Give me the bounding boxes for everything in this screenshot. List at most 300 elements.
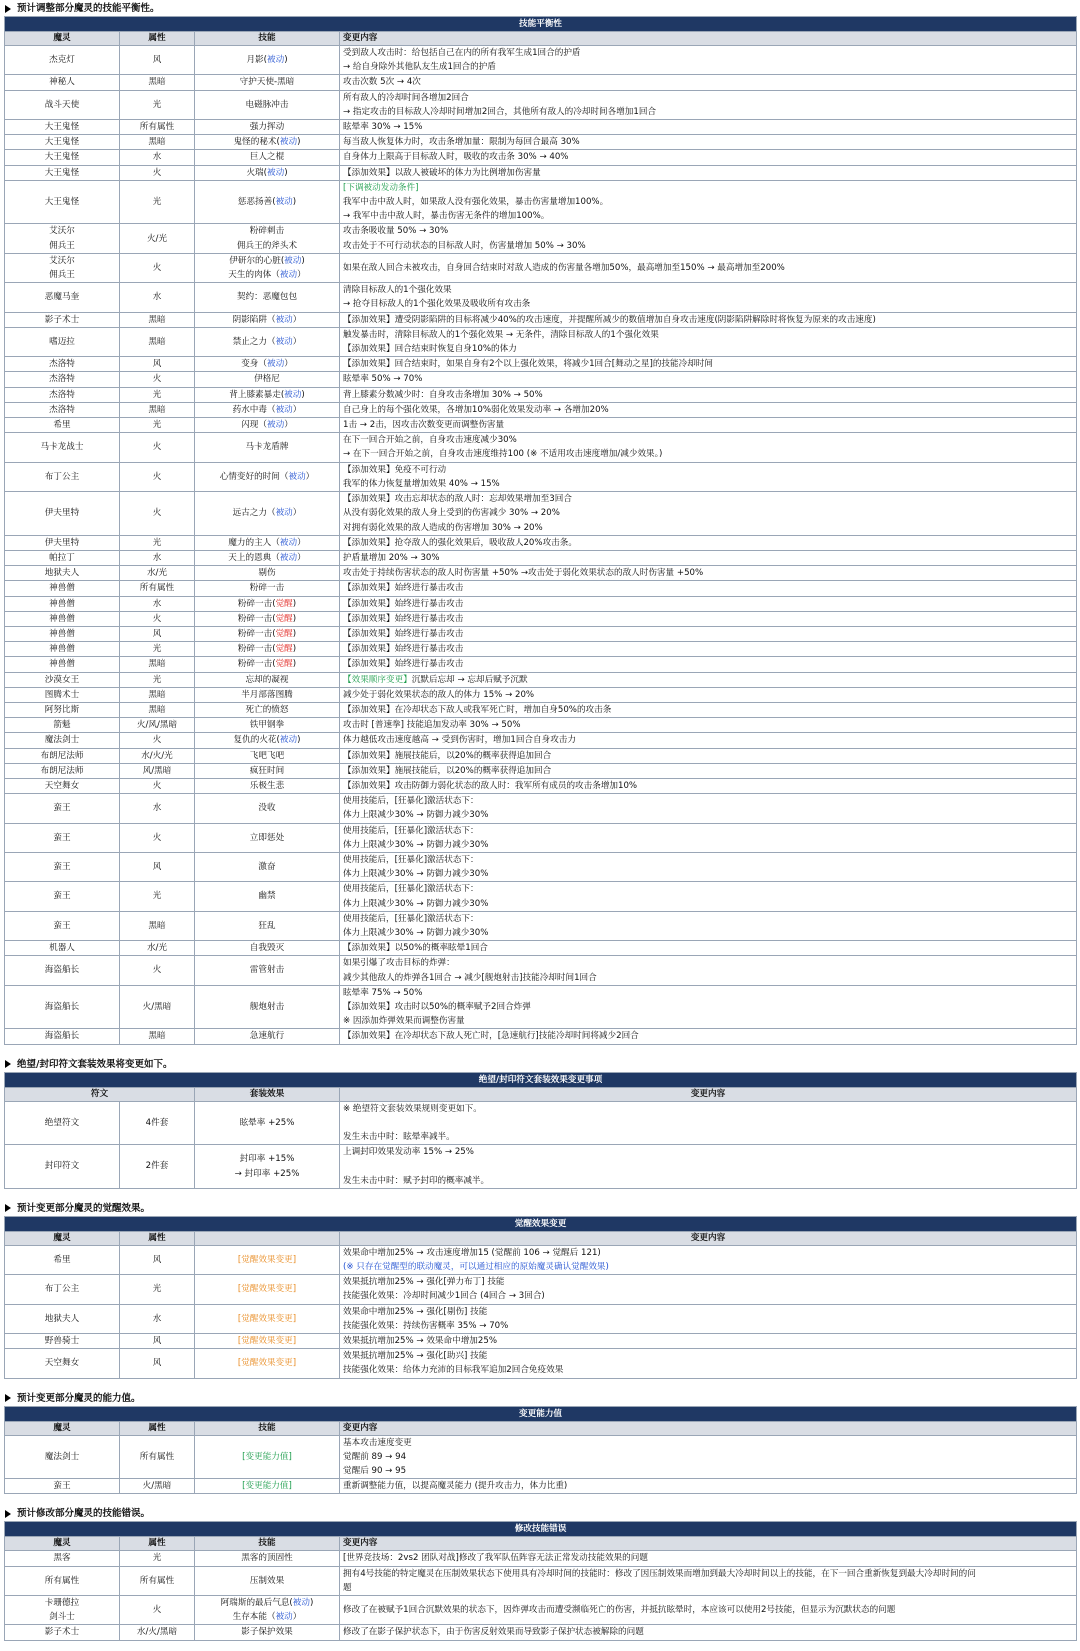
skill-name: 乐极生悲 <box>249 780 285 791</box>
attribute-cell: 黑暗 <box>120 327 195 356</box>
change-text: 眩晕率 30% → 15% <box>343 122 423 133</box>
monster-name: 神兽僧 <box>49 598 75 609</box>
monster-name: 影子术士 <box>44 1627 80 1638</box>
skill-name-suffix: ） <box>297 270 306 281</box>
skill-name: 变身（ <box>241 359 267 370</box>
attribute-cell: 水/火/光 <box>120 748 195 763</box>
change-cell <box>340 165 1077 180</box>
attribute-cell: 风/黑暗 <box>120 763 195 778</box>
skill-cell <box>195 327 340 356</box>
table-row <box>5 941 1077 956</box>
change-text: 触发暴击时，清除目标敌人的1个强化效果 → 无条件，清除目标敌人的1个强化效果 <box>343 329 659 340</box>
change-text: 使用技能后，[狂暴化]激活状态下： <box>343 854 479 865</box>
change-line <box>343 657 1073 671</box>
skill-name-suffix: ) <box>292 613 297 624</box>
monster-name: 蛮王 <box>53 832 71 843</box>
monster-name: 杰洛特 <box>49 359 75 370</box>
section-title-rune-set: 绝望/封印符文套装效果将变更如下。 <box>4 1058 1076 1072</box>
skill-cell <box>195 1551 340 1566</box>
skill-name-suffix: ) <box>297 137 301 148</box>
monster-cell <box>5 882 120 911</box>
monster-name: 大王鬼怪 <box>44 137 80 148</box>
passive-tag: 被动 <box>279 552 298 563</box>
change-cell <box>340 1304 1077 1333</box>
change-line <box>343 897 1073 911</box>
change-text: 【添加效果】施展技能后，以20%的概率获得追加回合 <box>343 765 552 776</box>
change-text: 体力上限减少30% → 防御力减少30% <box>343 869 489 880</box>
table-band-title: 修改技能错误 <box>5 1522 1077 1537</box>
set-effect-cell <box>195 1145 340 1189</box>
change-text: 沉默后忘却 → 忘却后赋予沉默 <box>411 674 528 685</box>
skill-cell <box>195 748 340 763</box>
bugfix-rows <box>5 1551 1077 1640</box>
change-text: 【添加效果】始终进行暴击攻击 <box>343 583 464 594</box>
change-cell <box>340 882 1077 911</box>
monster-cell <box>5 418 120 433</box>
table-row <box>5 224 1077 253</box>
monster-cell <box>5 718 120 733</box>
change-cell <box>340 462 1077 491</box>
monster-cell <box>5 763 120 778</box>
table-row <box>5 535 1077 550</box>
monster-name: 希里 <box>53 420 71 431</box>
change-line <box>343 342 1073 356</box>
change-line <box>343 627 1073 641</box>
skill-cell <box>195 90 340 119</box>
table-row <box>5 357 1077 372</box>
change-cell <box>340 1566 1077 1595</box>
skill-cell <box>195 581 340 596</box>
change-text: 使用技能后，[狂暴化]激活状态下： <box>343 884 479 895</box>
monster-cell <box>5 180 120 224</box>
change-line <box>343 673 1073 687</box>
change-line <box>343 181 1073 195</box>
table-row <box>5 911 1077 940</box>
attribute-cell: 火 <box>120 733 195 748</box>
table-row <box>5 1334 1077 1349</box>
monster-cell <box>5 327 120 356</box>
skill-name-suffix: ） <box>297 552 306 563</box>
passive-tag: 被动 <box>284 389 302 400</box>
awaken-tag: 觉醒 <box>275 598 293 609</box>
change-line <box>343 882 1073 896</box>
change-cell <box>340 1029 1077 1044</box>
change-text: → 指定攻击的目标敌人冷却时间增加2回合，其他所有敌人的冷却时间各增加1回合 <box>343 106 657 117</box>
change-line <box>343 971 1073 985</box>
table-row <box>5 1479 1077 1494</box>
passive-tag: 被动 <box>275 314 293 325</box>
monster-name: 阿努比斯 <box>44 704 80 715</box>
change-text: 【添加效果】回合结束时，如果自身有2个以上强化效果，将减少1回合[舞动之星]的技能冷却时间 <box>343 359 713 370</box>
skill-name: 狂乱 <box>258 920 276 931</box>
monster-name: 神秘人 <box>49 77 75 88</box>
monster-name: 蛮王 <box>53 891 71 902</box>
table-row <box>5 1435 1077 1479</box>
change-cell <box>340 1551 1077 1566</box>
header-monster: 魔灵 <box>5 1231 120 1245</box>
monster-name: 布朗尼法师 <box>40 765 84 776</box>
monster-name: 马卡龙战士 <box>40 442 84 453</box>
change-cell <box>340 657 1077 672</box>
table-row <box>5 566 1077 581</box>
change-line <box>343 1450 1073 1464</box>
skill-name-suffix: ) <box>292 644 297 655</box>
change-text: → 在下一回合开始之前，自身攻击速度维持100 (※ 不适用攻击速度增加/减少效果。) <box>343 449 663 460</box>
change-line <box>343 477 1073 491</box>
change-line <box>343 224 1073 238</box>
change-text: 技能强化效果：持续伤害概率 35% → 70% <box>343 1320 509 1331</box>
change-cell <box>340 794 1077 823</box>
header-skill: 技能 <box>195 32 340 46</box>
change-text: 【添加效果】攻击时以50%的概率赋予2回合炸弹 <box>343 1002 531 1012</box>
change-cell <box>340 312 1077 327</box>
attribute-cell: 黑暗 <box>120 687 195 702</box>
skill-name: 急速航行 <box>249 1031 285 1042</box>
change-text: 【添加效果】施展技能后，以20%的概率获得追加回合 <box>343 750 552 761</box>
change-line <box>343 1275 1073 1289</box>
change-text: 护盾量增加 20% → 30% <box>343 552 440 563</box>
monster-cell <box>5 433 120 462</box>
skill-name: 雷管射击 <box>249 965 285 976</box>
monster-cell <box>5 283 120 312</box>
change-cell <box>340 1479 1077 1494</box>
change-text <box>343 1118 346 1128</box>
change-text: 对拥有弱化效果的敌人造成的伤害增加 30% → 20% <box>343 522 543 533</box>
header-attribute: 属性 <box>120 32 195 46</box>
skill-cell <box>195 956 340 985</box>
passive-tag: 被动 <box>275 508 293 519</box>
change-line <box>343 403 1073 417</box>
skill-name: 巨人之棍 <box>249 152 285 163</box>
attribute-cell: 火/光 <box>120 224 195 253</box>
table-row <box>5 46 1077 75</box>
change-text: [下调被动发动条件] <box>343 182 419 193</box>
change-cell <box>340 611 1077 626</box>
change-cell <box>340 120 1077 135</box>
monster-cell <box>5 911 120 940</box>
change-cell <box>340 852 1077 881</box>
triangle-bullet-icon <box>5 1204 11 1212</box>
table-row <box>5 778 1077 793</box>
monster-cell <box>5 402 120 417</box>
change-line <box>343 1334 1073 1348</box>
skill-cell <box>195 566 340 581</box>
passive-tag: 被动 <box>275 1612 293 1623</box>
monster-name: 伊夫里特 <box>44 508 80 519</box>
table-row <box>5 702 1077 717</box>
change-text: ※ 绝望符文套装效果规则变更如下。 <box>343 1103 482 1114</box>
header-change: 变更内容 <box>340 1537 1077 1551</box>
change-type-tag: [觉醒效果变更] <box>195 1275 340 1304</box>
skill-cell <box>195 312 340 327</box>
change-line <box>343 703 1073 717</box>
triangle-bullet-icon <box>5 5 11 13</box>
skill-name: 电磁脉冲击 <box>245 99 289 110</box>
attribute-cell: 火 <box>120 823 195 852</box>
change-text: 我军的体力恢复量增加效果 40% → 15% <box>343 478 500 489</box>
table-row <box>5 823 1077 852</box>
header-change: 变更内容 <box>340 1421 1077 1435</box>
skill-cell <box>195 657 340 672</box>
change-cell <box>340 357 1077 372</box>
change-line <box>343 956 1073 970</box>
table-row <box>5 312 1077 327</box>
monster-name: 大王鬼怪 <box>44 152 80 163</box>
table-row <box>5 1304 1077 1333</box>
table-row <box>5 882 1077 911</box>
table-row <box>5 687 1077 702</box>
header-blank <box>195 1231 340 1245</box>
change-text: 基本攻击速度变更 <box>343 1437 412 1448</box>
change-text: 体力上限减少30% → 防御力减少30% <box>343 839 489 850</box>
monster-cell <box>5 611 120 626</box>
attribute-cell: 火 <box>120 433 195 462</box>
monster-cell <box>5 1275 120 1304</box>
table-row <box>5 120 1077 135</box>
monster-name: 箭魁 <box>53 720 71 731</box>
skill-name-suffix: ) <box>292 197 297 208</box>
table-row <box>5 387 1077 402</box>
skill-name: 药水中毒（ <box>232 404 276 415</box>
change-text: 如果引爆了攻击目标的炸弹： <box>343 958 455 969</box>
change-cell <box>340 402 1077 417</box>
stats-table <box>4 1406 1077 1495</box>
change-cell <box>340 748 1077 763</box>
skill-name-suffix: ） <box>292 508 302 519</box>
change-text: 攻击条吸收量 50% → 30% <box>343 226 449 237</box>
attribute-cell: 火/黑暗 <box>120 985 195 1029</box>
monster-name: 嗜迈拉 <box>49 336 75 347</box>
change-line <box>343 283 1073 297</box>
skill-name: 立即惩处 <box>249 832 285 843</box>
change-text: 如果在敌人回合未被攻击，自身回合结束时对敌人造成的伤害量各增加50%，最高增加至150% → 最高增加至200% <box>343 262 785 273</box>
change-line <box>343 1130 1073 1144</box>
change-line <box>343 536 1073 550</box>
change-text: 在下一回合开始之前，自身攻击速度减少30% <box>343 435 517 446</box>
attribute-cell: 火 <box>120 492 195 536</box>
change-text: 每当敌人恢复体力时，攻击条增加量：限制为每回合最高 30% <box>343 137 580 148</box>
passive-tag: 被动 <box>284 255 302 266</box>
skill-name: 伊研尔的心脏( <box>229 255 285 266</box>
skill-name-suffix: ) <box>284 167 288 178</box>
table-row <box>5 1101 1077 1145</box>
change-text: 自己身上的每个强化效果，各增加10%弱化效果发动率 → 各增加20% <box>343 404 609 415</box>
monster-name: 神兽僧 <box>49 583 75 594</box>
monster-cell <box>5 642 120 657</box>
monster-cell <box>5 1625 120 1640</box>
change-text: 技能强化效果：冷却时间减少1回合 (4回合 → 3回合) <box>343 1291 545 1302</box>
attribute-cell: 光 <box>120 1551 195 1566</box>
table-band-title: 绝望/封印符文套装效果变更事项 <box>5 1072 1077 1087</box>
change-cell <box>340 433 1077 462</box>
change-text: 修改了在影子保护状态下，由于伤害反射效果而导致影子保护状态被解除的问题 <box>343 1627 644 1638</box>
change-cell <box>340 492 1077 536</box>
table-header-row <box>5 32 1077 46</box>
change-line <box>343 388 1073 402</box>
monster-name: 杰洛特 <box>49 404 75 415</box>
attribute-cell: 黑暗 <box>120 1029 195 1044</box>
table-row <box>5 165 1077 180</box>
change-cell <box>340 763 1077 778</box>
skill-name: 疯狂时间 <box>249 765 285 776</box>
change-line <box>343 1319 1073 1333</box>
monster-name: 神兽僧 <box>49 628 75 639</box>
monster-name: 蛮王 <box>53 862 71 873</box>
skill-name: 闪现（ <box>241 420 267 431</box>
skill-name: 粉碎一击( <box>237 598 276 609</box>
monster-cell <box>5 46 120 75</box>
stats-rows <box>5 1435 1077 1494</box>
monster-cell <box>5 462 120 491</box>
attribute-cell: 火 <box>120 372 195 387</box>
change-line <box>343 794 1073 808</box>
rune-set-table <box>4 1072 1077 1189</box>
attribute-cell: 火 <box>120 956 195 985</box>
change-text: 拥有4号技能的特定魔灵在压制效果状态下使用具有冷却时间的技能时：修改了因压制效果而增加到最大冷却时间以上的技能，在下一回合重新恢复到最大冷却时间的问 <box>343 1568 976 1579</box>
change-cell <box>340 327 1077 356</box>
table-row <box>5 718 1077 733</box>
change-line <box>343 1464 1073 1478</box>
attribute-cell: 水 <box>120 596 195 611</box>
attribute-cell: 光 <box>120 882 195 911</box>
change-cell <box>340 387 1077 402</box>
change-text: 攻击时 [普速拳] 技能追加发动率 30% → 50% <box>343 720 521 731</box>
header-monster: 魔灵 <box>5 1421 120 1435</box>
header-change: 变更内容 <box>340 1231 1077 1245</box>
skill-name: 死亡的愤怒 <box>245 704 289 715</box>
table-header-row <box>5 1087 1077 1101</box>
change-line <box>343 506 1073 520</box>
skill-name: 粉碎刺击 <box>249 226 285 237</box>
monster-cell <box>5 150 120 165</box>
attribute-cell: 黑暗 <box>120 75 195 90</box>
monster-name: 帕拉丁 <box>49 552 75 563</box>
table-row <box>5 642 1077 657</box>
skill-name: 粉碎一击( <box>237 659 276 670</box>
change-cell <box>340 941 1077 956</box>
change-cell <box>340 823 1077 852</box>
skill-cell <box>195 1625 340 1640</box>
skill-name: 复仇的火花( <box>233 735 280 746</box>
header-set-effect: 套装效果 <box>195 1087 340 1101</box>
change-line <box>343 328 1073 342</box>
change-text: 受到敌人攻击时：给包括自己在内的所有我军生成1回合的护盾 <box>343 48 581 58</box>
monster-name: 佣兵王 <box>49 240 75 251</box>
skill-cell <box>195 596 340 611</box>
skill-cell <box>195 224 340 253</box>
change-line <box>343 566 1073 580</box>
skill-name: 激奋 <box>258 862 276 873</box>
change-line <box>343 1581 1073 1595</box>
monster-name: 佣兵王 <box>49 270 75 281</box>
change-line <box>343 418 1073 432</box>
table-row <box>5 611 1077 626</box>
skill-cell <box>195 941 340 956</box>
change-cell <box>340 224 1077 253</box>
change-cell <box>340 566 1077 581</box>
monster-name: 魔法剑士 <box>44 1451 80 1462</box>
attribute-cell: 光 <box>120 387 195 402</box>
monster-cell <box>5 135 120 150</box>
change-cell <box>340 985 1077 1029</box>
skill-name: 守护天使-黑暗 <box>239 77 295 88</box>
attribute-cell: 火 <box>120 1596 195 1625</box>
change-text: 觉醒后 90 → 95 <box>343 1466 407 1477</box>
attribute-cell: 水/光 <box>120 566 195 581</box>
change-line <box>343 688 1073 702</box>
skill-cell <box>195 165 340 180</box>
monster-cell <box>5 778 120 793</box>
attribute-cell: 火 <box>120 778 195 793</box>
skill-cell <box>195 150 340 165</box>
attribute-cell: 黑暗 <box>120 702 195 717</box>
change-cell <box>340 372 1077 387</box>
table-row <box>5 135 1077 150</box>
change-text: 攻击处于不可行动状态的目标敌人时，伤害量增加 50% → 30% <box>343 240 586 251</box>
passive-tag: 被动 <box>266 420 285 431</box>
change-line <box>343 718 1073 732</box>
table-row <box>5 672 1077 687</box>
table-row <box>5 657 1077 672</box>
change-line <box>343 150 1073 164</box>
change-line <box>343 642 1073 656</box>
attribute-cell: 风 <box>120 1349 195 1378</box>
monster-name: 大王鬼怪 <box>44 197 80 208</box>
change-cell <box>340 778 1077 793</box>
passive-tag: 被动 <box>266 167 285 178</box>
monster-name: 神兽僧 <box>49 659 75 670</box>
change-text: 眩晕率 75% → 50% <box>343 987 423 998</box>
skill-cell <box>195 911 340 940</box>
attribute-cell: 黑暗 <box>120 312 195 327</box>
change-text: 修改了在被赋予1回合沉默效果的状态下，因炸弹攻击而遭受濒临死亡的伤害，并抵抗眩晕时，本应该可以使用2号技能，但显示为沉默状态的问题 <box>343 1605 896 1616</box>
skill-name: 压制效果 <box>249 1575 285 1586</box>
change-cell <box>340 535 1077 550</box>
change-text: 效果抵抗增加25% → 强化[助兴] 技能 <box>343 1351 488 1362</box>
change-line <box>343 195 1073 209</box>
monster-cell <box>5 1435 120 1479</box>
skill-name: 舰炮射击 <box>249 1002 285 1012</box>
change-cell <box>340 1435 1077 1479</box>
skill-name: 黑客的顶固性 <box>241 1553 293 1564</box>
change-text: ※ 因添加炸弹效果而调整伤害量 <box>343 1016 465 1027</box>
attribute-cell: 水/火/黑暗 <box>120 1625 195 1640</box>
header-monster: 魔灵 <box>5 1537 120 1551</box>
change-line <box>343 166 1073 180</box>
monster-name: 战斗天使 <box>44 99 80 110</box>
set-count-cell: 2件套 <box>120 1145 195 1189</box>
change-line <box>343 733 1073 747</box>
monster-name: 海盗船长 <box>44 965 80 976</box>
monster-name: 海盗船长 <box>44 1002 80 1012</box>
skill-name-line <box>198 1610 336 1624</box>
skill-name: 阿瑞斯的最后气息( <box>220 1598 293 1609</box>
monster-cell <box>5 165 120 180</box>
monster-cell <box>5 1479 120 1494</box>
change-line <box>343 1289 1073 1303</box>
monster-cell <box>5 672 120 687</box>
skill-cell <box>195 852 340 881</box>
header-skill: 技能 <box>195 1537 340 1551</box>
attribute-cell: 火/风/黑暗 <box>120 718 195 733</box>
change-line <box>343 1102 1073 1116</box>
skill-name: 天上的恩典（ <box>228 552 280 563</box>
change-text: 【添加效果】在冷却状态下敌人死亡时，[急速航行]技能冷却时间将减少2回合 <box>343 1031 639 1042</box>
skill-name-suffix: ） <box>292 404 302 415</box>
skill-name: 心情变好的时间（ <box>219 471 289 482</box>
attribute-cell: 风 <box>120 852 195 881</box>
skill-name: 粉碎一击 <box>249 583 285 594</box>
